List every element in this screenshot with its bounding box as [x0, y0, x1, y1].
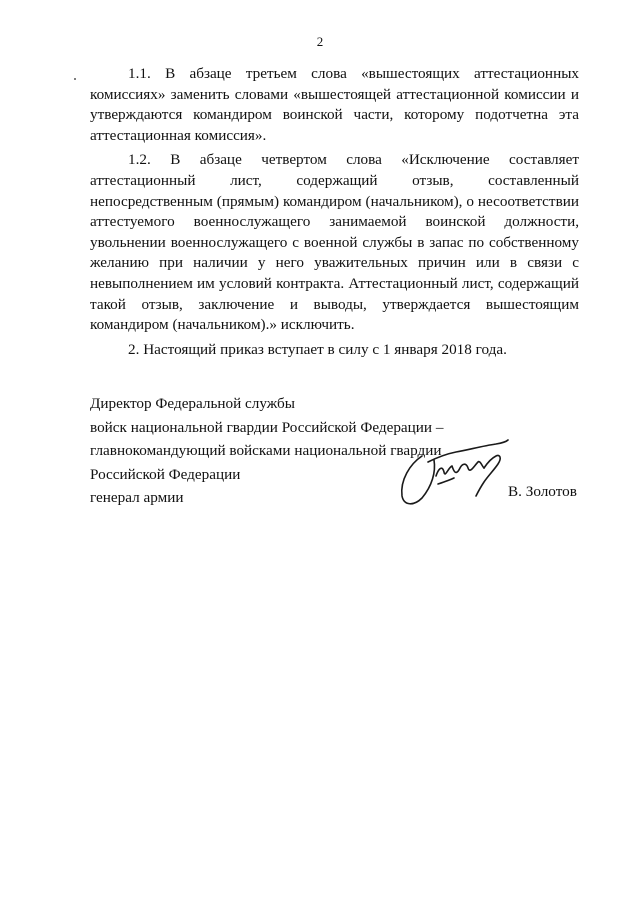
paragraph-line: 1.1. В абзаце третьем слова «вышестоящих аттестационных: [128, 65, 579, 82]
signatory-title-line: Директор Федеральной службы: [90, 395, 295, 412]
paragraph-line: аттестационная комиссия».: [90, 126, 267, 144]
paragraph-1-2: [90, 150, 579, 335]
signatory-title-line: главнокомандующий войсками национальной гвардии: [90, 442, 442, 459]
paragraph-line: такой отзыв, заключение и выводы, утверждается вышестоящим: [90, 295, 579, 313]
paragraph-line: желанию при наличии у него уважительных причин или в связи с: [90, 254, 579, 272]
paragraph-line: невыполнением им условий контракта. Аттестационный лист, содержащий: [90, 274, 579, 292]
document-body: [90, 64, 579, 364]
signatory-title-line: войск национальной гвардии Российской Федерации –: [90, 418, 444, 436]
paragraph-line: 2. Настоящий приказ вступает в силу с 1 января 2018 года.: [128, 340, 507, 358]
paragraph-2: [90, 340, 579, 361]
paragraph-line: непосредственным (прямым) командиром (начальником), о несоответствии: [90, 192, 579, 210]
paragraph-1-1: [90, 64, 579, 146]
signatory-title-line: генерал армии: [90, 489, 184, 506]
paragraph-line: увольнении военнослужащего с военной службы в запас по собственному: [90, 233, 579, 251]
paragraph-line: утверждаются командиром воинской части, которому подотчетна эта: [90, 106, 579, 124]
handwritten-signature: [392, 436, 510, 510]
scan-speck: [74, 78, 76, 80]
paragraph-line: аттестационный лист, содержащий отзыв, составленный: [90, 171, 579, 189]
signatory-title-block: [90, 392, 443, 510]
paragraph-line: 1.2. В абзаце четвертом слова «Исключение составляет: [128, 151, 579, 169]
signatory-name: В. Золотов: [508, 483, 577, 500]
signatory-title-line: Российской Федерации: [90, 465, 241, 483]
paragraph-line: аттестуемого военнослужащего занимаемой воинской должности,: [90, 213, 579, 231]
page-number: 2: [316, 34, 324, 49]
paragraph-line: командиром (начальником).» исключить.: [90, 316, 355, 334]
paragraph-line: комиссиях» заменить словами «вышестоящей аттестационной комиссии и: [90, 85, 579, 103]
